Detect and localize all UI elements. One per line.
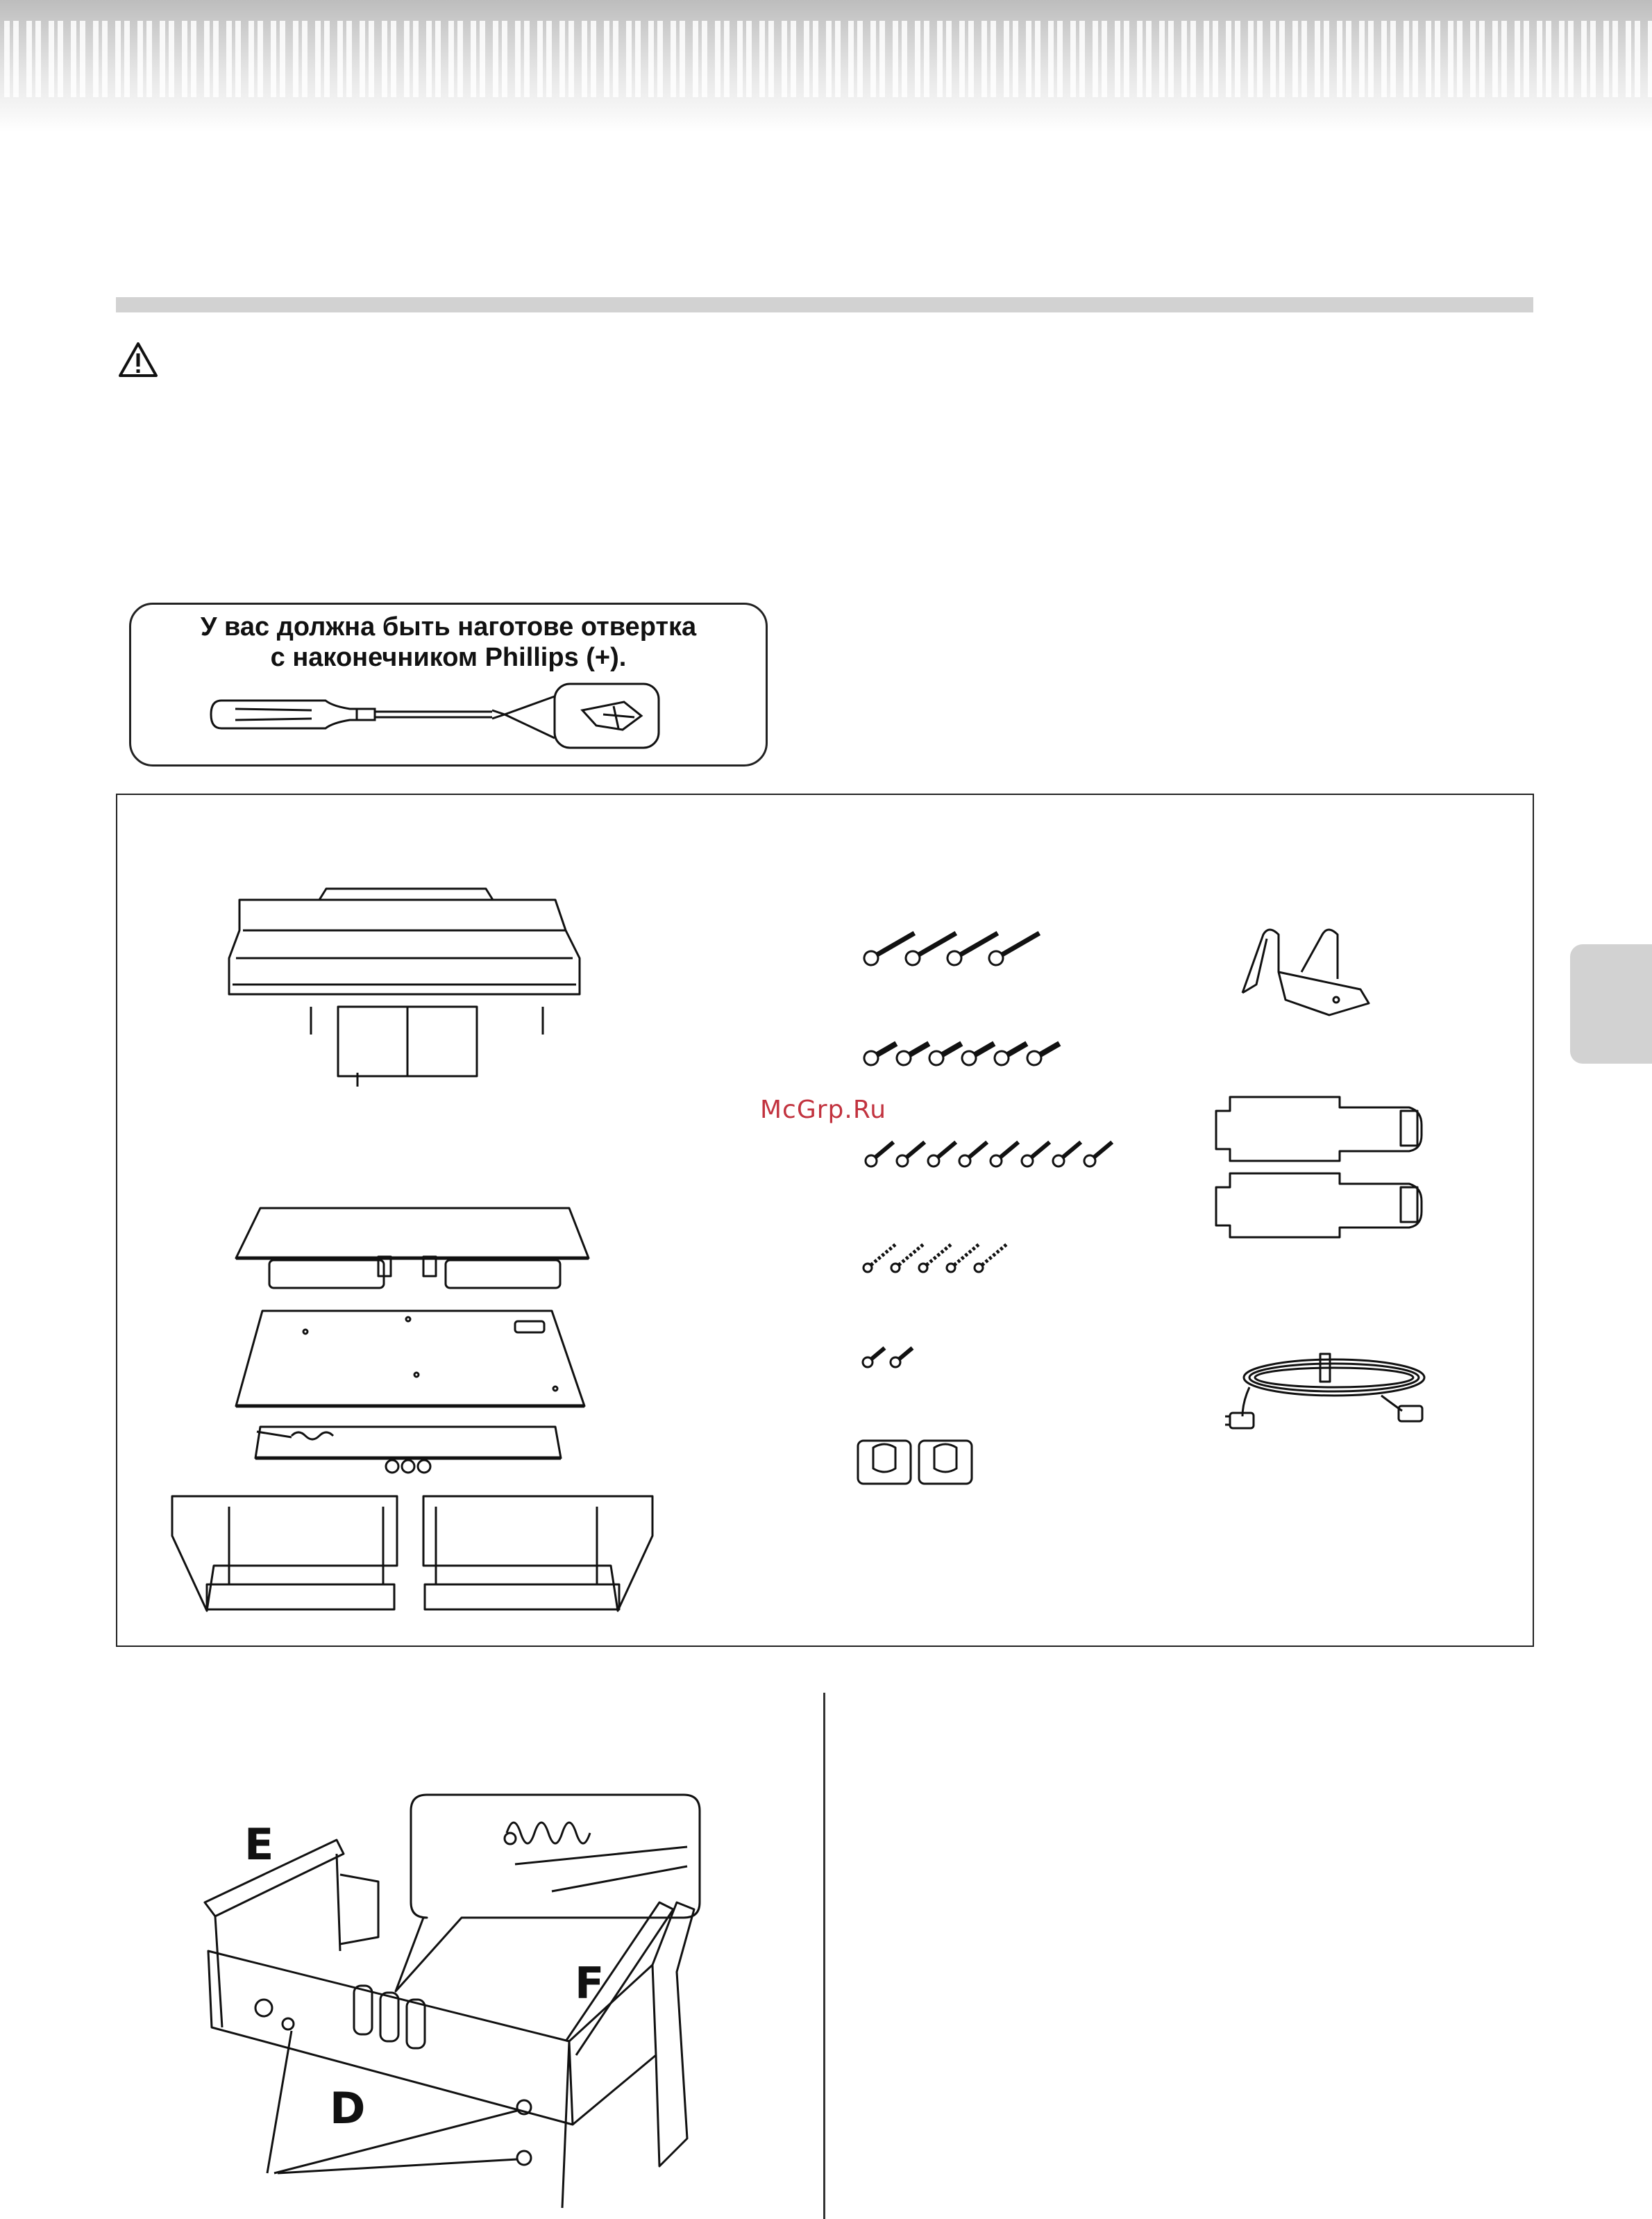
assembly-illustration <box>205 1795 700 2208</box>
pedal-box-d <box>208 1951 573 2125</box>
watermark: McGrp.Ru <box>760 1096 887 1124</box>
assembly-label-e: E <box>244 1819 274 1870</box>
screws-row-4 <box>862 1241 1009 1273</box>
pedal-box-part-d <box>255 1427 561 1473</box>
assembly-label-d: D <box>330 2083 366 2134</box>
screwdriver-note-line2: с наконечником Phillips (+). <box>270 643 627 672</box>
screws-row-5 <box>861 1344 916 1369</box>
power-cord <box>1225 1354 1424 1428</box>
side-panel-part-e <box>172 1496 397 1611</box>
screws-row-3 <box>863 1138 1116 1169</box>
headphone-hanger <box>1242 930 1369 1015</box>
screwdriver-note-line1: У вас должна быть наготове отвертка <box>200 612 697 642</box>
cable-coil <box>507 1823 590 1843</box>
screws-row-1 <box>861 927 1043 967</box>
column-divider <box>823 1693 825 2219</box>
assembly-label-f: F <box>575 1958 605 2009</box>
adjuster-part-1 <box>1216 1097 1422 1161</box>
side-panel-part-f <box>423 1496 652 1611</box>
panel-e-top <box>205 1840 344 1916</box>
cord-holders <box>858 1441 972 1484</box>
screws-row-2 <box>861 1037 1063 1067</box>
top-board-part-b <box>236 1208 589 1288</box>
adjuster-part-2 <box>1216 1173 1422 1237</box>
main-unit-part-a <box>229 889 580 1087</box>
chapter-side-tab <box>1570 944 1652 1064</box>
back-board-part-c <box>236 1311 584 1406</box>
